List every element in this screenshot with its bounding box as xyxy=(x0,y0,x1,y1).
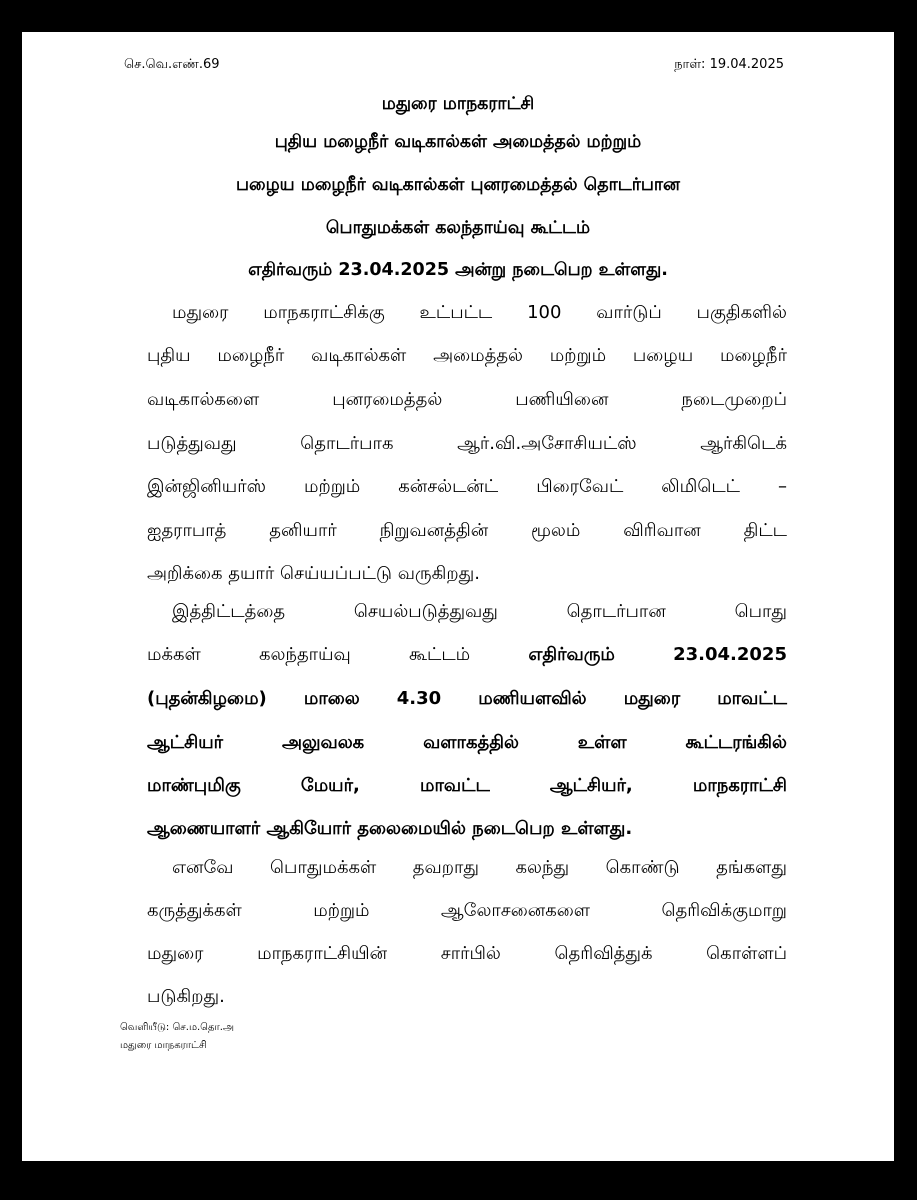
para1-line-2: புதிய மழைநீர் வடிகால்கள் அமைத்தல் மற்றும் பழைய மழைநீர் xyxy=(147,345,787,366)
para2-line-6: ஆணையாளர் ஆகியோர் தலைமையில் நடைபெற உள்ளது. xyxy=(147,818,633,839)
headline-line-5: எதிர்வரும் 23.04.2025 அன்று நடைபெற உள்ளது. xyxy=(248,260,668,280)
para2-line-1: இத்திட்டத்தை செயல்படுத்துவது தொடர்பான பொது xyxy=(172,601,787,622)
release-date: நாள்: 19.04.2025 xyxy=(674,57,784,72)
para1-line-6: ஐதராபாத் தனியார் நிறுவனத்தின் மூலம் விரிவான திட்ட xyxy=(147,520,787,541)
headline-line-4: பொதுமக்கள் கலந்தாய்வு கூட்டம் xyxy=(325,218,591,238)
para3-line-3: மதுரை மாநகராட்சியின் சார்பில் தெரிவித்துக் கொள்ளப் xyxy=(147,943,787,964)
para2-line-3: (புதன்கிழமை) மாலை 4.30 மணியளவில் மதுரை மாவட்ட xyxy=(147,688,787,709)
press-release-page xyxy=(22,32,894,1161)
release-footer: வெளியீடு: செ.ம.தொ.அ xyxy=(120,1022,234,1033)
para2-line-5: மாண்புமிகு மேயர், மாவட்ட ஆட்சியர், மாநகராட்சி xyxy=(147,775,787,796)
para3-line-2: கருத்துக்கள் மற்றும் ஆலோசனைகளை தெரிவிக்குமாறு xyxy=(147,900,787,921)
reference-number: செ.வெ.எண்.69 xyxy=(124,57,220,72)
para1-line-5: இன்ஜினியர்ஸ் மற்றும் கன்சல்டன்ட் பிரைவேட் லிமிடெட் – xyxy=(147,476,787,497)
office-footer: மதுரை மாநகராட்சி xyxy=(120,1040,207,1051)
para1-line-3: வடிகால்களை புனரமைத்தல் பணியினை நடைமுறைப் xyxy=(147,389,787,410)
para3-line-4: படுகிறது. xyxy=(147,986,225,1007)
para2-line-4: ஆட்சியர் அலுவலக வளாகத்தில் உள்ள கூட்டரங்கில் xyxy=(147,732,787,753)
para2-line-2: மக்கள் கலந்தாய்வு கூட்டம் எதிர்வரும் 23.04.2025 xyxy=(147,644,787,665)
headline-line-2: புதிய மழைநீர் வடிகால்கள் அமைத்தல் மற்றும் xyxy=(274,132,642,152)
headline-line-1: மதுரை மாநகராட்சி xyxy=(381,94,535,114)
para1-line-1: மதுரை மாநகராட்சிக்கு உட்பட்ட 100 வார்டுப் பகுதிகளில் xyxy=(172,302,787,323)
para1-line-7: அறிக்கை தயார் செய்யப்பட்டு வருகிறது. xyxy=(147,563,480,584)
para3-line-1: எனவே பொதுமக்கள் தவறாது கலந்து கொண்டு தங்களது xyxy=(172,857,787,878)
para1-line-4: படுத்துவது தொடர்பாக ஆர்.வி.அசோசியட்ஸ் ஆர்கிடெக் xyxy=(147,433,787,454)
headline-line-3: பழைய மழைநீர் வடிகால்கள் புனரமைத்தல் தொடர்பான xyxy=(235,175,680,195)
